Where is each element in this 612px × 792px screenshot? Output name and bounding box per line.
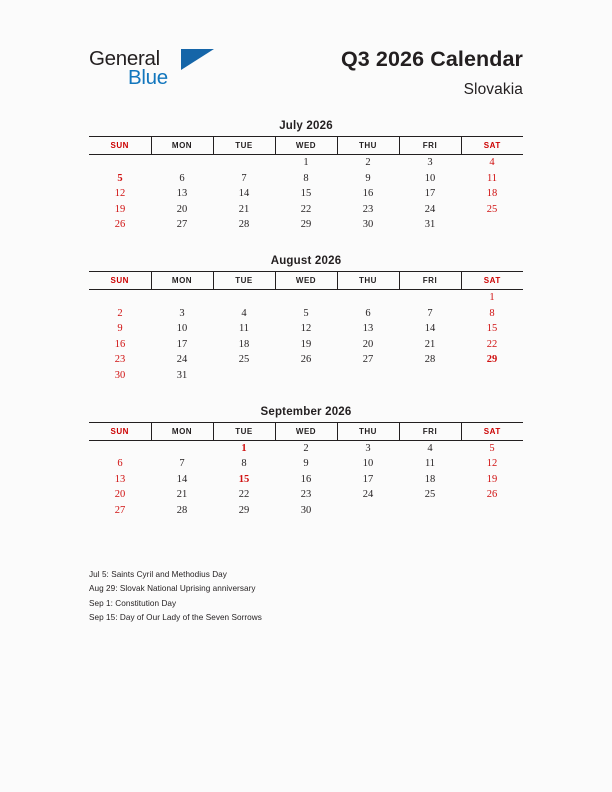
weekday-header-sun: SUN: [89, 422, 151, 440]
weekday-header-row: [89, 137, 523, 155]
day-cell: 18: [486, 188, 498, 200]
day-cell: 18: [238, 338, 250, 350]
day-cell-empty: [399, 503, 461, 519]
week-row: [89, 155, 523, 171]
day-cell: 21: [424, 338, 436, 350]
day-cell: 20: [176, 203, 188, 215]
day-cell-empty: [89, 155, 151, 171]
day-cell: 4: [241, 307, 247, 319]
week-row: [89, 217, 523, 233]
week-row: [89, 171, 523, 187]
weekday-header-fri: FRI: [399, 422, 461, 440]
week-row: [89, 472, 523, 488]
day-cell: 5: [489, 442, 495, 454]
day-cell: 30: [114, 369, 126, 381]
holiday-entry: Sep 1: Constitution Day: [89, 598, 177, 608]
month-block: [89, 255, 523, 384]
weekday-header-sun: SUN: [89, 137, 151, 155]
day-cell: 31: [176, 369, 188, 381]
day-cell: 12: [300, 323, 312, 335]
day-cell: 16: [362, 188, 374, 200]
day-cell-holiday: 1: [241, 442, 247, 454]
day-cell: 11: [238, 323, 250, 335]
day-cell-empty: [275, 368, 337, 384]
week-row: [89, 456, 523, 472]
day-cell: 28: [176, 504, 188, 516]
day-cell: 25: [424, 489, 436, 501]
day-cell: 15: [300, 188, 312, 200]
day-cell: 19: [486, 473, 498, 485]
day-cell: 22: [238, 489, 250, 501]
day-cell-empty: [213, 289, 275, 305]
weekday-header-tue: TUE: [213, 422, 275, 440]
day-cell: 19: [114, 203, 126, 215]
week-row: [89, 289, 523, 305]
country-subtitle: Slovakia: [463, 80, 523, 98]
day-cell: 2: [117, 307, 123, 319]
day-cell-holiday: 15: [238, 473, 250, 485]
week-row: [89, 186, 523, 202]
day-cell: 9: [303, 458, 309, 470]
day-cell: 17: [362, 473, 374, 485]
week-row: [89, 337, 523, 353]
holiday-entry: Jul 5: Saints Cyril and Methodius Day: [89, 570, 227, 579]
day-cell: 28: [238, 219, 250, 231]
day-cell-empty: [151, 289, 213, 305]
day-cell: 25: [238, 354, 250, 366]
weekday-header-mon: MON: [151, 271, 213, 289]
weekday-header-wed: WED: [275, 271, 337, 289]
weekday-header-mon: MON: [151, 422, 213, 440]
holiday-entry: Sep 15: Day of Our Lady of the Seven Sorrows: [89, 612, 262, 622]
day-cell: 17: [424, 188, 436, 200]
weekday-header-row: [89, 271, 523, 289]
month-table: [89, 422, 523, 519]
day-cell: 16: [300, 473, 312, 485]
day-cell: 22: [300, 203, 312, 215]
day-cell: 31: [424, 219, 436, 231]
day-cell: 1: [303, 157, 309, 168]
week-row: [89, 487, 523, 503]
weekday-header-row: [89, 422, 523, 440]
day-cell: 4: [427, 442, 433, 454]
day-cell-empty: [399, 289, 461, 305]
day-cell-empty: [213, 368, 275, 384]
day-cell: 3: [365, 442, 371, 454]
weekday-header-fri: FRI: [399, 271, 461, 289]
day-cell: 30: [300, 504, 312, 516]
day-cell: 14: [238, 188, 250, 200]
day-cell-empty: [275, 289, 337, 305]
day-cell-empty: [461, 368, 523, 384]
weekday-header-fri: FRI: [399, 137, 461, 155]
day-cell: 27: [114, 504, 126, 516]
general-blue-logo: [89, 47, 229, 95]
month-title: September 2026: [260, 405, 352, 418]
weekday-header-sat: SAT: [461, 422, 523, 440]
day-cell: 15: [486, 323, 498, 335]
month-block: [89, 120, 523, 233]
day-cell-empty: [337, 503, 399, 519]
month-block: [89, 406, 523, 519]
day-cell: 10: [424, 172, 436, 184]
day-cell: 23: [300, 489, 312, 501]
week-row: [89, 321, 523, 337]
weekday-header-thu: THU: [337, 137, 399, 155]
day-cell: 26: [114, 219, 126, 231]
day-cell: 21: [238, 203, 250, 215]
day-cell: 23: [114, 354, 126, 366]
day-cell: 8: [241, 458, 247, 470]
logo-word-general: General: [89, 47, 160, 70]
week-row: [89, 202, 523, 218]
day-cell-empty: [213, 155, 275, 171]
day-cell: 25: [486, 203, 498, 215]
weekday-header-sun: SUN: [89, 271, 151, 289]
day-cell: 29: [238, 504, 250, 516]
day-cell: 11: [424, 458, 436, 470]
day-cell: 6: [117, 458, 123, 470]
day-cell: 24: [362, 489, 374, 501]
day-cell: 19: [300, 338, 312, 350]
day-cell: 13: [176, 188, 188, 200]
day-cell-empty: [337, 368, 399, 384]
day-cell: 6: [179, 172, 185, 184]
day-cell: 13: [362, 323, 374, 335]
day-cell: 2: [365, 157, 371, 168]
day-cell: 22: [486, 338, 498, 350]
week-row: [89, 503, 523, 519]
day-cell: 9: [117, 323, 123, 335]
day-cell: 6: [365, 307, 371, 319]
weekday-header-thu: THU: [337, 271, 399, 289]
month-title: August 2026: [270, 254, 342, 267]
weekday-header-sat: SAT: [461, 137, 523, 155]
day-cell-empty: [89, 440, 151, 456]
day-cell: 24: [424, 203, 436, 215]
week-row: [89, 352, 523, 368]
day-cell: 3: [427, 157, 433, 168]
day-cell: 26: [486, 489, 498, 501]
week-row: [89, 306, 523, 322]
day-cell-holiday: 5: [117, 172, 123, 184]
day-cell: 7: [241, 172, 247, 184]
months-container: [89, 120, 523, 541]
page-header: [0, 0, 612, 112]
day-cell: 16: [114, 338, 126, 350]
day-cell: 12: [114, 188, 126, 200]
day-cell: 29: [300, 219, 312, 231]
weekday-header-tue: TUE: [213, 271, 275, 289]
day-cell: 2: [303, 442, 309, 454]
month-title: July 2026: [279, 120, 333, 132]
month-table: [89, 136, 523, 233]
weekday-header-tue: TUE: [213, 137, 275, 155]
weekday-header-sat: SAT: [461, 271, 523, 289]
day-cell: 18: [424, 473, 436, 485]
day-cell: 24: [176, 354, 188, 366]
day-cell: 21: [176, 489, 188, 501]
day-cell: 13: [114, 473, 126, 485]
day-cell: 9: [365, 172, 371, 184]
week-row: [89, 368, 523, 384]
weekday-header-mon: MON: [151, 137, 213, 155]
day-cell: 20: [362, 338, 374, 350]
day-cell: 7: [427, 307, 433, 319]
day-cell: 4: [489, 157, 495, 168]
day-cell: 5: [303, 307, 309, 319]
day-cell-empty: [151, 155, 213, 171]
day-cell: 20: [114, 489, 126, 501]
day-cell: 27: [362, 354, 374, 366]
day-cell: 12: [486, 458, 498, 470]
day-cell: 8: [489, 307, 495, 319]
page-title: Q3 2026 Calendar: [340, 47, 523, 71]
day-cell-empty: [89, 289, 151, 305]
title-block: [341, 48, 523, 99]
day-cell-empty: [151, 440, 213, 456]
day-cell-holiday: 29: [486, 354, 498, 366]
day-cell-empty: [399, 368, 461, 384]
holiday-list: [89, 568, 529, 625]
day-cell-empty: [461, 217, 523, 233]
day-cell: 10: [362, 458, 374, 470]
day-cell: 23: [362, 203, 374, 215]
day-cell: 14: [424, 323, 436, 335]
weekday-header-wed: WED: [275, 422, 337, 440]
day-cell: 27: [176, 219, 188, 231]
month-table: [89, 271, 523, 384]
day-cell-empty: [461, 503, 523, 519]
weekday-header-thu: THU: [337, 422, 399, 440]
day-cell: 11: [486, 172, 498, 184]
day-cell-empty: [337, 289, 399, 305]
day-cell: 14: [176, 473, 188, 485]
day-cell: 1: [489, 291, 495, 303]
day-cell: 8: [303, 172, 309, 184]
holiday-entry: Aug 29: Slovak National Uprising anniversary: [89, 584, 256, 594]
logo-word-blue: Blue: [128, 66, 168, 89]
day-cell: 28: [424, 354, 436, 366]
weekday-header-wed: WED: [275, 137, 337, 155]
day-cell: 30: [362, 219, 374, 231]
day-cell: 10: [176, 323, 188, 335]
day-cell: 17: [176, 338, 188, 350]
day-cell: 7: [179, 458, 185, 470]
day-cell: 26: [300, 354, 312, 366]
day-cell: 3: [179, 307, 185, 319]
week-row: [89, 440, 523, 456]
logo-flag-icon: [181, 49, 214, 70]
